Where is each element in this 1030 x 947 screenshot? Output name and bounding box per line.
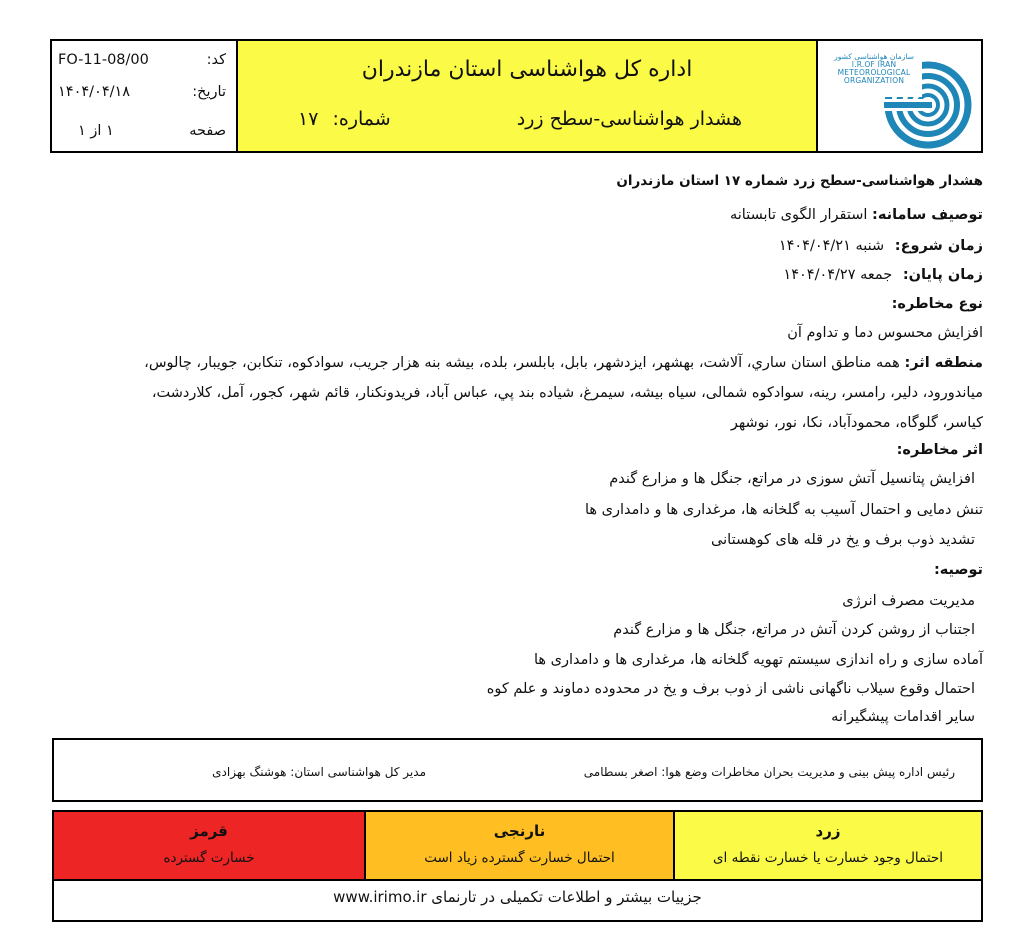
system-value: استقرار الگوی تابستانه (729, 207, 868, 223)
system-description (730, 207, 983, 223)
meteorological-organization-logo (824, 45, 976, 149)
director-signature: مدیر کل هواشناسی استان: هوشنگ بهزادی (212, 765, 426, 779)
legend-yellow-desc: احتمال وجود خسارت یا خسارت نقطه ای (712, 850, 944, 866)
logo-en-line2: METEOROLOGICAL (837, 68, 911, 77)
page-value: ۱ از ۱ (78, 123, 114, 139)
legend-orange-name: نارنجی (493, 822, 546, 840)
end-label: زمان پایان: (902, 267, 983, 283)
impact-label: اثر مخاطره: (896, 442, 983, 458)
legend-yellow-name: زرد (815, 822, 841, 840)
code-row (58, 52, 226, 68)
date-row (58, 84, 226, 100)
end-value: جمعه ۱۴۰۴/۰۴/۲۷ (783, 267, 893, 283)
legend-red-name: قرمز (190, 822, 228, 840)
logo-en-line1: I.R.OF IRAN (851, 60, 897, 69)
affected-area-line-3: کیاسر، گلوگاه، محمودآباد، نکا، نور، نوشهر (730, 415, 983, 431)
advice-item: اجتناب از روشن کردن آتش در مراتع، جنگل ها و مزارع گندم (613, 622, 975, 638)
warning-level-legend (52, 810, 983, 922)
advice-item: سایر اقدامات پیشگیرانه (831, 709, 975, 725)
impact-item: تشدید ذوب برف و یخ در قله های کوهستانی (711, 532, 975, 548)
legend-red-desc: خسارت گسترده (163, 850, 255, 866)
signature-box (52, 738, 983, 802)
affected-area-line-2: میاندورود، دلیر، رامسر، رینه، سوادکوه شمالی، سیاه بیشه، سیمرغ، شیاده بند پي، عباس آباد، فریدونکنار، قائم شهر، کجور، آمل، کلاردشت، (151, 385, 983, 401)
start-label: زمان شروع: (894, 238, 983, 254)
number-label: شماره: (332, 108, 391, 130)
title-panel (238, 41, 818, 151)
document-header (50, 39, 983, 153)
page-row (58, 123, 226, 139)
advice-item: مدیریت مصرف انرژی (842, 593, 975, 609)
number-value: ۱۷ (298, 108, 319, 130)
end-time (783, 267, 983, 283)
affected-area-line-1 (144, 355, 983, 371)
date-value: ۱۴۰۴/۰۴/۱۸ (58, 84, 131, 100)
logo-panel (818, 41, 981, 151)
report-heading: هشدار هواشناسی-سطح زرد شماره ۱۷ استان مازندران (616, 173, 983, 189)
logo-fa-text: سازمان هواشناسی کشور (834, 52, 914, 61)
document-meta-panel (52, 41, 238, 151)
advice-item: آماده سازی و راه اندازی سیستم تهویه گلخانه ها، مرغداری ها و دامداری ها (533, 652, 983, 668)
code-label: کد: (206, 52, 226, 68)
hazard-type-value: افزایش محسوس دما و تداوم آن (787, 325, 983, 341)
warning-level-title: هشدار هواشناسی-سطح زرد (516, 108, 742, 130)
hazard-type-label: نوع مخاطره: (891, 296, 983, 312)
legend-orange (364, 812, 675, 879)
legend-levels-row (54, 812, 981, 881)
start-time (779, 238, 983, 254)
website-footer: جزییات بیشتر و اطلاعات تکمیلی در تارنمای www.irimo.ir (333, 888, 702, 906)
advice-item: احتمال وقوع سیلاب ناگهانی ناشی از ذوب برف و یخ در محدوده دماوند و علم کوه (486, 681, 975, 697)
system-label: توصیف سامانه: (872, 207, 983, 223)
warning-number (298, 108, 391, 130)
org-title: اداره کل هواشناسی استان مازندران (361, 57, 693, 82)
area-line-1: همه مناطق استان ساري، آلاشت، بهشهر، ایزدشهر، بابل، بابلسر، بلده، بیشه بنه هزار جریب، سوادکوه، تنکابن، جویبار، چالوس، (144, 355, 900, 371)
area-label: منطقه اثر: (904, 355, 983, 371)
page-label: صفحه (189, 123, 226, 139)
advice-label: توصیه: (933, 562, 983, 578)
code-value: FO-11-08/00 (58, 52, 149, 68)
logo-en-line3: ORGANIZATION (843, 76, 905, 85)
impact-item: تنش دمایی و احتمال آسیب به گلخانه ها، مرغداری ها و دامداری ها (584, 502, 983, 518)
legend-orange-desc: احتمال خسارت گسترده زیاد است (424, 850, 615, 866)
logo-text (826, 53, 922, 85)
impact-item: افزایش پتانسیل آتش سوزی در مراتع، جنگل ها و مزارع گندم (609, 471, 975, 487)
start-value: شنبه ۱۴۰۴/۰۴/۲۱ (778, 238, 885, 254)
date-label: تاریخ: (192, 84, 226, 100)
legend-red (54, 812, 364, 879)
forecast-head-signature: رئیس اداره پیش بینی و مدیریت بحران مخاطرات وضع هوا: اصغر بسطامی (583, 765, 955, 779)
legend-yellow (675, 812, 981, 879)
